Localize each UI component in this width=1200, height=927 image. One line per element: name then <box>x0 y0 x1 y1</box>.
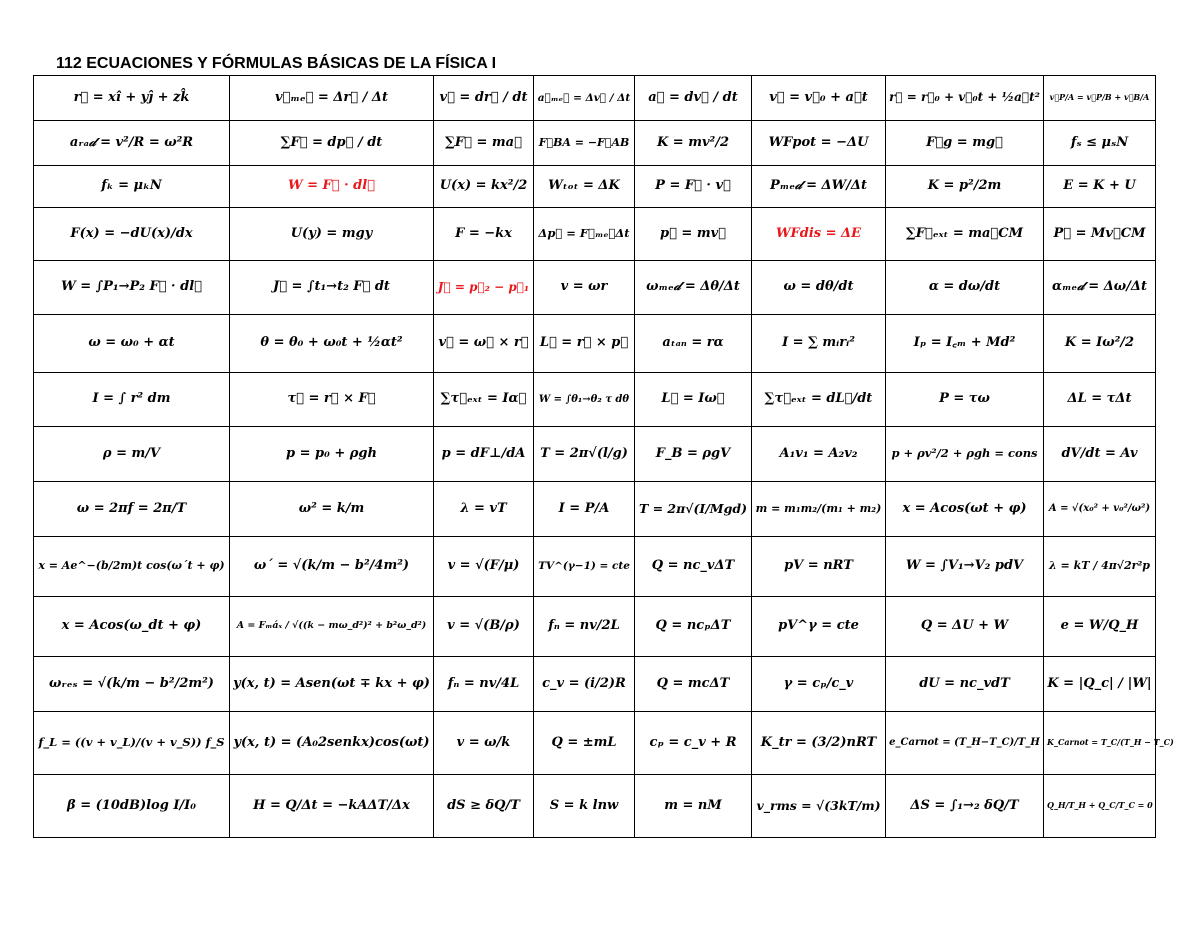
formula-cell: ∑τ⃗ₑₓₜ = Iα⃗ <box>434 373 534 427</box>
formula-cell: W = F⃗ · dl⃗ <box>230 166 434 208</box>
formula-cell: Wₜₒₜ = ΔK <box>534 166 635 208</box>
formula-cell: J⃗ = ∫t₁→t₂ F⃗ dt <box>230 261 434 315</box>
formula-cell: F(x) = −dU(x)/dx <box>34 208 230 261</box>
formula-cell: Q = mcΔT <box>635 657 752 712</box>
formula-cell: β = (10dB)log I/I₀ <box>34 775 230 838</box>
formula-cell: H = Q/Δt = −kAΔT/Δx <box>230 775 434 838</box>
formula-row <box>34 657 1156 712</box>
formula-cell: dV/dt = Av <box>1044 427 1156 482</box>
formula-cell: aₜₐₙ = rα <box>635 315 752 373</box>
formula-row <box>34 166 1156 208</box>
formula-cell: ∑F⃗ₑₓₜ = ma⃗CM <box>886 208 1044 261</box>
formula-row <box>34 597 1156 657</box>
formula-cell: dU = nc_vdT <box>886 657 1044 712</box>
formula-row <box>34 315 1156 373</box>
formula-cell: K = Iω²/2 <box>1044 315 1156 373</box>
formula-cell: Q = ±mL <box>534 712 635 775</box>
formula-cell: T = 2π√(I/Mgd) <box>635 482 752 537</box>
formula-cell: K_Carnot = T_C/(T_H − T_C) <box>1044 712 1156 775</box>
formula-cell: ΔS = ∫₁→₂ δQ/T <box>886 775 1044 838</box>
formula-cell: aᵣₐ𝒹 = v²/R = ω²R <box>34 121 230 166</box>
formula-cell: A = √(x₀² + v₀²/ω²) <box>1044 482 1156 537</box>
formula-cell: J⃗ = p⃗₂ − p⃗₁ <box>434 261 534 315</box>
formula-row <box>34 775 1156 838</box>
formula-cell: ∑τ⃗ₑₓₜ = dL⃗/dt <box>752 373 886 427</box>
formula-cell: fₖ = μₖN <box>34 166 230 208</box>
formula-cell: ωᵣₑₛ = √(k/m − b²/2m²) <box>34 657 230 712</box>
formula-cell: p + ρv²/2 + ρgh = cons <box>886 427 1044 482</box>
formula-cell: v⃗ = dr⃗ / dt <box>434 76 534 121</box>
formula-cell: Q_H/T_H + Q_C/T_C = 0 <box>1044 775 1156 838</box>
formula-row <box>34 373 1156 427</box>
formula-cell: pV = nRT <box>752 537 886 597</box>
formula-cell: r⃗ = r⃗₀ + v⃗₀t + ½a⃗t² <box>886 76 1044 121</box>
formula-cell: U(y) = mgy <box>230 208 434 261</box>
formula-cell: P⃗ = Mv⃗CM <box>1044 208 1156 261</box>
formula-cell: p = dF⊥/dA <box>434 427 534 482</box>
formula-cell: v⃗ = v⃗₀ + a⃗t <box>752 76 886 121</box>
formula-row <box>34 121 1156 166</box>
formula-cell: WFpot = −ΔU <box>752 121 886 166</box>
formula-cell: dS ≥ δQ/T <box>434 775 534 838</box>
formula-cell: λ = kT / 4π√2r²p <box>1044 537 1156 597</box>
formula-row <box>34 261 1156 315</box>
formula-row <box>34 537 1156 597</box>
formula-cell: v = √(F/μ) <box>434 537 534 597</box>
formula-cell: L⃗ = Iω⃗ <box>635 373 752 427</box>
formula-cell: ω = 2πf = 2π/T <box>34 482 230 537</box>
formula-cell: v = ωr <box>534 261 635 315</box>
formula-cell: U(x) = kx²/2 <box>434 166 534 208</box>
formula-cell: Q = ΔU + W <box>886 597 1044 657</box>
formula-cell: v = ω/k <box>434 712 534 775</box>
formula-cell: r⃗ = xî + yĵ + zk̂ <box>34 76 230 121</box>
formula-cell: ω = ω₀ + αt <box>34 315 230 373</box>
formula-cell: K = |Q_c| / |W| <box>1044 657 1156 712</box>
formula-cell: I = P/A <box>534 482 635 537</box>
formula-cell: ρ = m/V <box>34 427 230 482</box>
formula-cell: λ = vT <box>434 482 534 537</box>
formula-cell: Q = ncₚΔT <box>635 597 752 657</box>
formula-cell: y(x, t) = (A₀2senkx)cos(ωt) <box>230 712 434 775</box>
formula-cell: v_rms = √(3kT/m) <box>752 775 886 838</box>
formula-cell: p = p₀ + ρgh <box>230 427 434 482</box>
formula-cell: m = m₁m₂/(m₁ + m₂) <box>752 482 886 537</box>
formula-cell: x = Acos(ω_dt + φ) <box>34 597 230 657</box>
formula-cell: y(x, t) = Asen(ωt ∓ kx + φ) <box>230 657 434 712</box>
formula-cell: a⃗ₘₑ𝒹 = Δv⃗ / Δt <box>534 76 635 121</box>
formula-cell: ω = dθ/dt <box>752 261 886 315</box>
formula-cell: L⃗ = r⃗ × p⃗ <box>534 315 635 373</box>
formula-cell: P = F⃗ · v⃗ <box>635 166 752 208</box>
formula-cell: ∑F⃗ = dp⃗ / dt <box>230 121 434 166</box>
formula-cell: ω² = k/m <box>230 482 434 537</box>
formula-cell: v = √(B/ρ) <box>434 597 534 657</box>
formula-cell: K = mv²/2 <box>635 121 752 166</box>
formula-cell: F⃗g = mg⃗ <box>886 121 1044 166</box>
formula-row <box>34 427 1156 482</box>
formula-cell: P = τω <box>886 373 1044 427</box>
formula-cell: ωₘₑ𝒹 = Δθ/Δt <box>635 261 752 315</box>
formula-cell: fₙ = nv/4L <box>434 657 534 712</box>
formula-cell: γ = cₚ/c_v <box>752 657 886 712</box>
formula-cell: S = k lnw <box>534 775 635 838</box>
formula-cell: fₙ = nv/2L <box>534 597 635 657</box>
formula-cell: ω´ = √(k/m − b²/4m²) <box>230 537 434 597</box>
formula-cell: p⃗ = mv⃗ <box>635 208 752 261</box>
formula-cell: α = dω/dt <box>886 261 1044 315</box>
formula-row <box>34 712 1156 775</box>
formula-cell: ∑F⃗ = ma⃗ <box>434 121 534 166</box>
formula-cell: Δp⃗ = F⃗ₘₑ𝒹Δt <box>534 208 635 261</box>
formula-cell: v⃗P/A = v⃗P/B + v⃗B/A <box>1044 76 1156 121</box>
formula-cell: τ⃗ = r⃗ × F⃗ <box>230 373 434 427</box>
formula-cell: m = nM <box>635 775 752 838</box>
formula-row <box>34 482 1156 537</box>
formula-cell: ΔL = τΔt <box>1044 373 1156 427</box>
formula-cell: αₘₑ𝒹 = Δω/Δt <box>1044 261 1156 315</box>
formula-table <box>33 75 1174 838</box>
formula-cell: e_Carnot = (T_H−T_C)/T_H <box>886 712 1044 775</box>
formula-cell: f_L = ((v + v_L)/(v + v_S)) f_S <box>34 712 230 775</box>
formula-cell: W = ∫θ₁→θ₂ τ dθ <box>534 373 635 427</box>
formula-cell: K_tr = (3/2)nRT <box>752 712 886 775</box>
formula-cell: Q = nc_vΔT <box>635 537 752 597</box>
formula-row <box>34 76 1156 121</box>
formula-cell: F = −kx <box>434 208 534 261</box>
formula-cell: e = W/Q_H <box>1044 597 1156 657</box>
formula-cell: cₚ = c_v + R <box>635 712 752 775</box>
formula-cell: fₛ ≤ μₛN <box>1044 121 1156 166</box>
formula-cell: F⃗BA = −F⃗AB <box>534 121 635 166</box>
formula-cell: x = Ae^−(b/2m)t cos(ω´t + φ) <box>34 537 230 597</box>
formula-cell: F_B = ρgV <box>635 427 752 482</box>
formula-cell: I = ∫ r² dm <box>34 373 230 427</box>
formula-cell: W = ∫V₁→V₂ pdV <box>886 537 1044 597</box>
formula-cell: Iₚ = I꜀ₘ + Md² <box>886 315 1044 373</box>
formula-cell: A = Fₘáₓ / √((k − mω_d²)² + b²ω_d²) <box>230 597 434 657</box>
formula-cell: x = Acos(ωt + φ) <box>886 482 1044 537</box>
formula-cell: K = p²/2m <box>886 166 1044 208</box>
formula-cell: A₁v₁ = A₂v₂ <box>752 427 886 482</box>
formula-cell: pV^γ = cte <box>752 597 886 657</box>
formula-cell: T = 2π√(l/g) <box>534 427 635 482</box>
formula-cell: v⃗ₘₑ𝒹 = Δr⃗ / Δt <box>230 76 434 121</box>
formula-cell: c_v = (i/2)R <box>534 657 635 712</box>
formula-cell: W = ∫P₁→P₂ F⃗ · dl⃗ <box>34 261 230 315</box>
formula-cell: TV^(γ−1) = cte <box>534 537 635 597</box>
formula-cell: E = K + U <box>1044 166 1156 208</box>
document-title: 112 ECUACIONES Y FÓRMULAS BÁSICAS DE LA FÍSICA I <box>56 55 497 72</box>
formula-cell: I = ∑ mᵢrᵢ² <box>752 315 886 373</box>
formula-row <box>34 208 1156 261</box>
formula-cell: a⃗ = dv⃗ / dt <box>635 76 752 121</box>
formula-cell: θ = θ₀ + ω₀t + ½αt² <box>230 315 434 373</box>
formula-cell: Pₘₑ𝒹 = ΔW/Δt <box>752 166 886 208</box>
formula-table-body <box>34 76 1174 838</box>
formula-cell: WFdis = ΔE <box>752 208 886 261</box>
formula-cell: v⃗ = ω⃗ × r⃗ <box>434 315 534 373</box>
